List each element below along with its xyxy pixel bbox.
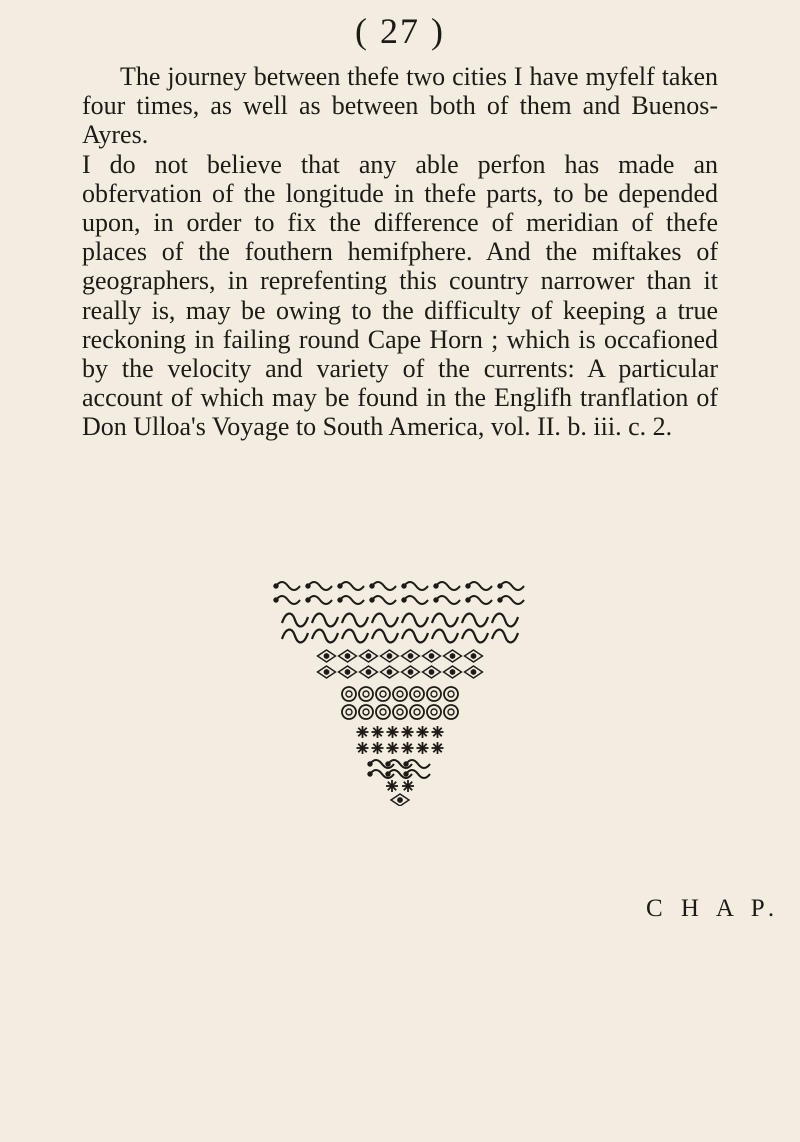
tailpiece-ornament bbox=[270, 576, 530, 806]
ornament-row-13 bbox=[386, 780, 414, 792]
ornament-row-4 bbox=[282, 630, 518, 643]
ornament-row-3 bbox=[282, 614, 518, 627]
page-number: ( 27 ) bbox=[355, 11, 445, 51]
ornament-row-11 bbox=[368, 760, 430, 768]
ornament-row-12 bbox=[368, 770, 430, 778]
paragraph-1: The journey between thefe two cities I have myfelf taken four times, as well as between both of them and Buenos-Ayres. bbox=[82, 62, 718, 150]
ornament-row-10 bbox=[357, 742, 444, 754]
ornament-row-7 bbox=[342, 687, 458, 701]
ornament-row-6 bbox=[318, 666, 483, 678]
ornament-row-14 bbox=[391, 794, 409, 806]
paragraph-2: I do not believe that any able perfon has made an obfervation of the longitude in thefe parts, to be depended upon, in order to fix the difference of meridian of thefe places of the fouthern hemifphere. And the miftakes of geographers, in reprefenting this country narrower than it really is, may be owing to the difficulty of keeping a true reckoning in failing round Cape Horn ; which is occafioned by the velocity and variety of the currents: A particular account of which may be found in the Englifh tranflation of Don Ulloa's Voyage to South America, vol. II. b. iii. c. 2. bbox=[82, 149, 718, 442]
ornament-row-9 bbox=[357, 726, 444, 738]
body-text bbox=[82, 62, 718, 442]
ornament-row-1 bbox=[274, 582, 524, 590]
ornament-row-2 bbox=[274, 596, 524, 604]
ornament-row-8 bbox=[342, 705, 458, 719]
catchword: C H A P. bbox=[646, 895, 781, 922]
ornament-row-5 bbox=[318, 650, 483, 662]
